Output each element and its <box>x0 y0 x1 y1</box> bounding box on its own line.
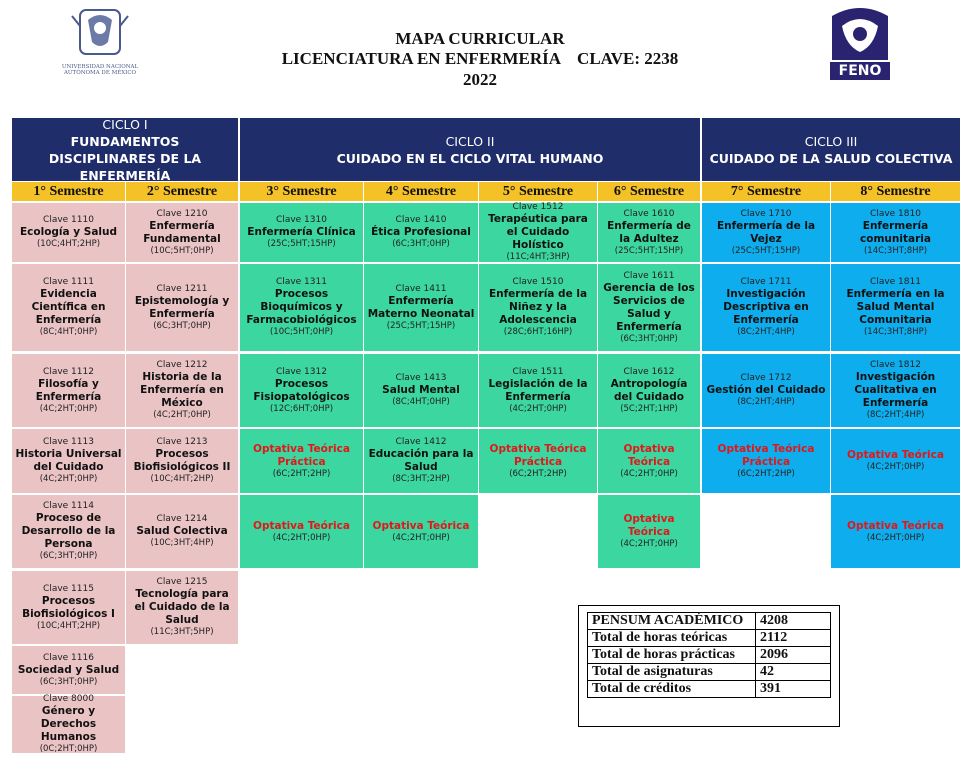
cycle-1-header <box>12 118 238 181</box>
course-clave: Clave 1511 <box>512 366 564 377</box>
course-credits: (6C;3HT;0HP) <box>620 333 678 344</box>
course-clave: Clave 1811 <box>870 277 921 287</box>
pensum-label: Total de asignaturas <box>588 664 756 681</box>
course-credits: (14C;3HT;8HP) <box>863 245 928 256</box>
course-cell <box>126 571 238 644</box>
course-credits: (6C;3HT;0HP) <box>153 320 211 331</box>
pensum-value: 42 <box>755 664 830 681</box>
course-cell <box>598 429 700 493</box>
course-cell <box>831 203 960 262</box>
course-clave: Clave 1610 <box>623 208 675 219</box>
table-row <box>588 613 831 630</box>
course-name: Enfermería de la Vejez <box>716 219 816 245</box>
course-credits: (10C;4HT;2HP) <box>36 620 101 631</box>
course-cell <box>240 495 363 568</box>
course-name: Enfermería en la Salud Mental Comunitaria <box>846 288 945 326</box>
cycle-3-header <box>702 118 960 181</box>
course-credits: (8C;2HT;4HP) <box>737 327 795 337</box>
course-credits: (6C;2HT;2HP) <box>509 468 567 479</box>
course-name: Ética Profesional <box>371 226 471 238</box>
course-cell <box>364 495 478 568</box>
course-cell <box>479 264 597 351</box>
course-cell <box>12 571 125 644</box>
course-cell <box>702 203 830 262</box>
course-name: Historia de la Enfermería en México <box>140 371 224 409</box>
table-row <box>588 664 831 681</box>
course-credits: (25C;5HT;15HP) <box>614 245 684 256</box>
course-name: Filosofía y Enfermería <box>35 377 102 403</box>
course-cell <box>831 264 960 351</box>
course-name: Optativa Teórica <box>253 519 350 532</box>
course-clave: Clave 1215 <box>156 577 208 587</box>
course-cell <box>598 264 700 351</box>
course-cell <box>831 354 960 427</box>
course-credits: (6C;3HT;0HP) <box>392 239 450 249</box>
course-cell <box>126 495 238 568</box>
course-clave: Clave 1312 <box>276 366 327 377</box>
course-credits: (25C;5HT;15HP) <box>386 320 456 331</box>
course-credits: (4C;2HT;0HP) <box>866 462 925 472</box>
course-cell <box>126 354 238 427</box>
course-name: Salud Colectiva <box>136 525 228 537</box>
course-credits: (11C;4HT;3HP) <box>506 252 570 262</box>
course-cell <box>479 354 597 427</box>
course-name: Sociedad y Salud <box>17 663 120 676</box>
course-credits: (6C;3HT;0HP) <box>39 551 98 561</box>
course-credits: (8C;2HT;4HP) <box>866 410 925 420</box>
cycle-2-subtitle: CUIDADO EN EL CICLO VITAL HUMANO <box>336 150 604 166</box>
course-name: Género y Derechos Humanos <box>40 705 97 743</box>
unam-logo-text: UNIVERSIDAD NACIONAL AUTÓNOMA DE MÉXICO <box>61 64 139 76</box>
course-credits: (28C;6HT;16HP) <box>503 327 573 337</box>
course-credits: (4C;2HT;0HP) <box>509 403 567 414</box>
pensum-label: Total de horas teóricas <box>588 630 756 647</box>
course-cell <box>598 203 700 262</box>
course-name: Gestión del Cuidado <box>706 384 826 396</box>
course-clave: Clave 1413 <box>395 373 447 383</box>
course-name: Tecnología para el Cuidado de la Salud <box>134 588 230 626</box>
course-credits: (8C;4HT;0HP) <box>39 327 98 337</box>
course-clave: Clave 1115 <box>43 583 94 594</box>
course-cell <box>240 354 363 427</box>
course-name: Optativa Teórica Práctica <box>253 442 350 468</box>
pensum-summary <box>578 605 840 727</box>
semester-7-header: 7° Semestre <box>702 182 830 201</box>
course-clave: Clave 1113 <box>43 437 94 447</box>
course-cell <box>12 354 125 427</box>
course-credits: (6C;3HT;0HP) <box>39 676 98 687</box>
course-clave: Clave 1110 <box>43 215 94 225</box>
pensum-value: 2112 <box>755 630 830 647</box>
doc-subtitle: LICENCIATURA EN ENFERMERÍA CLAVE: 2238 <box>281 49 679 68</box>
course-cell <box>12 696 125 753</box>
course-clave: Clave 1211 <box>156 283 208 294</box>
pensum-label: Total de créditos <box>588 681 756 698</box>
course-name: Ecología y Salud <box>19 226 118 238</box>
table-row <box>588 647 831 664</box>
course-cell <box>479 203 597 262</box>
course-clave: Clave 1114 <box>43 501 94 511</box>
course-credits: (12C;6HT;0HP) <box>269 403 334 414</box>
course-name: Optativa Teórica <box>623 442 675 468</box>
cycle-3-title: CICLO III <box>804 133 858 149</box>
unam-logo <box>58 6 142 84</box>
course-name: Gerencia de los Servicios de Salud y Enfermería <box>603 281 695 333</box>
course-credits: (8C;3HT;2HP) <box>392 474 450 484</box>
pensum-value: 391 <box>755 681 830 698</box>
course-name: Proceso de Desarrollo de la Persona <box>21 512 116 550</box>
course-clave: Clave 1512 <box>512 202 564 212</box>
course-name: Terapéutica para el Cuidado Holístico <box>488 213 588 251</box>
course-cell <box>831 429 960 493</box>
course-cell <box>364 429 478 493</box>
course-cell <box>702 429 830 493</box>
course-credits: (8C;4HT;0HP) <box>392 397 450 407</box>
course-name: Optativa Teórica <box>623 513 675 538</box>
cycle-2-header <box>240 118 700 181</box>
course-credits: (4C;2HT;0HP) <box>866 532 925 543</box>
pensum-label: Total de horas prácticas <box>588 647 756 664</box>
semester-1-header: 1° Semestre <box>12 182 125 201</box>
course-name: Procesos Biofisiológicos II <box>133 448 231 473</box>
course-name: Optativa Teórica <box>847 449 944 461</box>
course-credits: (10C;3HT;4HP) <box>150 538 214 548</box>
course-clave: Clave 1111 <box>43 277 94 287</box>
table-row <box>588 681 831 698</box>
course-cell <box>12 203 125 262</box>
course-cell <box>598 354 700 427</box>
course-credits: (4C;2HT;0HP) <box>39 403 98 414</box>
course-cell <box>364 203 478 262</box>
course-cell <box>240 429 363 493</box>
course-cell <box>364 264 478 351</box>
course-name: Enfermería de la Adultez <box>607 219 691 245</box>
course-clave: Clave 1212 <box>156 360 208 370</box>
course-name: Enfermería Materno Neonatal <box>367 294 475 320</box>
course-credits: (10C;4HT;2HP) <box>150 474 214 484</box>
course-credits: (4C;2HT;0HP) <box>153 410 211 420</box>
course-credits: (6C;2HT;2HP) <box>272 468 331 479</box>
course-name: Investigación Cualitativa en Enfermería <box>854 371 937 409</box>
course-name: Enfermería comunitaria <box>860 219 931 245</box>
course-clave: Clave 1116 <box>43 652 94 663</box>
course-clave: Clave 1612 <box>623 366 675 377</box>
course-clave: Clave 1213 <box>156 437 208 447</box>
pensum-label: PENSUM ACADÉMICO <box>588 613 756 630</box>
course-credits: (6C;2HT;2HP) <box>737 468 795 479</box>
course-clave: Clave 1510 <box>512 277 564 287</box>
course-credits: (14C;3HT;8HP) <box>863 327 928 337</box>
course-name: Optativa Teórica <box>847 519 944 532</box>
course-credits: (4C;2HT;0HP) <box>272 532 331 543</box>
course-name: Epistemología y Enfermería <box>134 294 230 320</box>
semester-6-header: 6° Semestre <box>598 182 700 201</box>
cycle-3-subtitle: CUIDADO DE LA SALUD COLECTIVA <box>709 150 953 166</box>
course-credits: (4C;2HT;0HP) <box>39 474 98 484</box>
course-clave: Clave 1711 <box>740 277 792 287</box>
course-cell <box>240 203 363 262</box>
course-name: Procesos Fisiopatológicos <box>253 377 350 403</box>
course-credits: (5C;2HT;1HP) <box>620 403 678 414</box>
course-name: Investigación Descriptiva en Enfermería <box>723 288 809 326</box>
feno-logo <box>826 6 894 82</box>
pensum-table <box>587 612 831 698</box>
course-name: Evidencia Científica en Enfermería <box>31 288 106 326</box>
course-credits: (0C;2HT;0HP) <box>39 744 98 754</box>
course-clave: Clave 1812 <box>870 360 921 370</box>
course-credits: (25C;5HT;15HP) <box>731 245 801 256</box>
course-cell <box>12 264 125 351</box>
course-cell <box>126 264 238 351</box>
course-name: Antropología del Cuidado <box>610 377 688 403</box>
course-cell <box>12 646 125 694</box>
course-cell <box>126 429 238 493</box>
semester-2-header: 2° Semestre <box>126 182 238 201</box>
course-name: Historia Universal del Cuidado <box>15 448 122 473</box>
course-name: Educación para la Salud <box>368 448 474 473</box>
course-clave: Clave 1112 <box>43 366 94 377</box>
course-clave: Clave 1214 <box>156 514 208 524</box>
course-credits: (25C;5HT;15HP) <box>267 239 336 249</box>
course-cell <box>12 429 125 493</box>
course-credits: (11C;3HT;5HP) <box>150 627 214 637</box>
course-credits: (10C;4HT;2HP) <box>36 239 101 249</box>
course-clave: Clave 1712 <box>740 373 792 383</box>
semester-4-header: 4° Semestre <box>364 182 478 201</box>
course-clave: Clave 1611 <box>623 270 675 281</box>
course-clave: Clave 1210 <box>156 208 208 219</box>
course-clave: Clave 1810 <box>870 208 921 219</box>
course-clave: Clave 1310 <box>276 215 327 225</box>
course-name: Legislación de la Enfermería <box>488 377 588 403</box>
course-clave: Clave 1411 <box>395 283 447 294</box>
course-cell <box>479 429 597 493</box>
course-name: Enfermería de la Niñez y la Adolescencia <box>488 288 588 326</box>
cycle-1-subtitle: FUNDAMENTOS DISCIPLINARES DE LA ENFERMERÍA <box>48 133 202 183</box>
cycle-1-title: CICLO I <box>102 116 148 132</box>
course-name: Optativa Teórica Práctica <box>489 442 587 468</box>
pensum-value: 4208 <box>755 613 830 630</box>
course-clave: Clave 1412 <box>395 437 447 447</box>
semester-8-header: 8° Semestre <box>831 182 960 201</box>
semester-3-header: 3° Semestre <box>240 182 363 201</box>
course-cell <box>126 203 238 262</box>
course-name: Optativa Teórica <box>372 519 470 532</box>
course-name: Enfermería Fundamental <box>143 219 221 245</box>
course-cell <box>598 495 700 568</box>
doc-title: MAPA CURRICULAR <box>395 29 565 48</box>
course-credits: (4C;2HT;0HP) <box>620 468 678 479</box>
course-cell <box>364 354 478 427</box>
course-credits: (10C;5HT;0HP) <box>150 245 214 256</box>
course-name: Procesos Biofisiológicos I <box>22 594 115 620</box>
course-credits: (4C;2HT;0HP) <box>392 532 450 543</box>
course-credits: (8C;2HT;4HP) <box>737 397 795 407</box>
course-clave: Clave 1710 <box>740 208 792 219</box>
feno-logo-text: FENO <box>838 63 882 79</box>
course-name: Enfermería Clínica <box>247 226 356 238</box>
doc-year: 2022 <box>463 70 497 89</box>
course-credits: (10C;5HT;0HP) <box>269 327 334 337</box>
course-clave: Clave 8000 <box>43 694 94 704</box>
course-clave: Clave 1311 <box>276 277 327 287</box>
course-cell <box>702 264 830 351</box>
course-name: Optativa Teórica Práctica <box>717 442 815 468</box>
cycle-2-title: CICLO II <box>445 133 495 149</box>
course-cell <box>702 354 830 427</box>
course-clave: Clave 1410 <box>395 215 447 225</box>
course-cell <box>240 264 363 351</box>
course-credits: (4C;2HT;0HP) <box>620 539 678 549</box>
course-cell <box>831 495 960 568</box>
table-row <box>588 630 831 647</box>
pensum-value: 2096 <box>755 647 830 664</box>
course-name: Procesos Bioquímicos y Farmacobiológicos <box>246 288 357 326</box>
semester-5-header: 5° Semestre <box>479 182 597 201</box>
course-name: Salud Mental <box>382 384 460 396</box>
course-cell <box>12 495 125 568</box>
